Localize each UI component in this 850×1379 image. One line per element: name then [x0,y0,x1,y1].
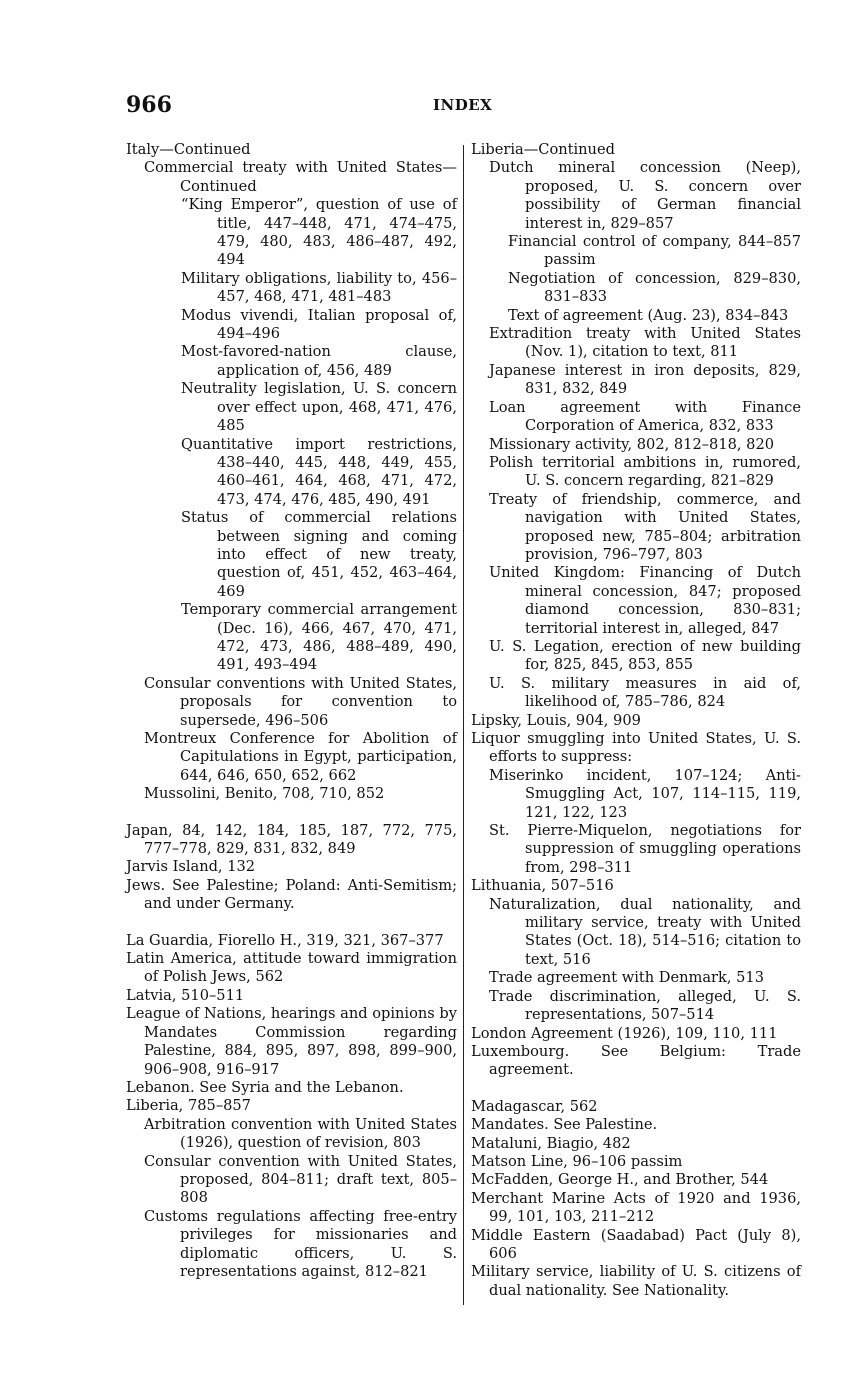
index-subentry: Japanese interest in iron deposits, 829, 831, 832, 849 [489,361,801,398]
index-entry: Merchant Marine Acts of 1920 and 1936, 99, 101, 103, 211–212 [471,1189,801,1226]
index-column-right [471,141,801,1300]
index-entry: McFadden, George H., and Brother, 544 [471,1171,769,1189]
section-gap [471,1080,801,1098]
section-gap [126,914,457,932]
index-subentry: Quantitative import restrictions, 438–440, 445, 448, 449, 455, 460–461, 464, 468, 471, 472, 473, 474, 476, 485, 490, 491 [181,435,457,508]
index-subentry: Customs regulations affecting free-entry privileges for missionaries and diplomatic officers, U. S. representations against, 812–821 [144,1207,457,1280]
column-divider [463,145,464,1305]
index-subentry: Mussolini, Benito, 708, 710, 852 [144,785,385,803]
index-entry: Liquor smuggling into United States, U. S. efforts to suppress: [471,730,801,766]
index-subentry: Consular convention with United States, proposed, 804–811; draft text, 805–808 [144,1152,457,1207]
index-subentry: St. Pierre-Miquelon, negotiations for suppression of smuggling operations from, 298–311 [489,822,801,876]
index-subentry: Trade agreement with Denmark, 513 [489,969,764,987]
index-subentry: Text of agreement (Aug. 23), 834–843 [508,306,789,324]
index-entry: Middle Eastern (Saadabad) Pact (July 8), 606 [471,1226,801,1262]
index-subentry: Treaty of friendship, commerce, and navigation with United States, proposed new, 785–804; arbitration provision, 796–797, 803 [489,490,801,563]
print-smudge [409,753,449,760]
index-entry: Latin America, attitude toward immigration of Polish Jews, 562 [126,950,457,986]
index-subentry: Most-favored-nation clause, application of, 456, 489 [181,343,457,379]
index-column-left [126,141,457,1281]
index-entry: Jarvis Island, 132 [126,858,256,876]
index-entry: La Guardia, Fiorello H., 319, 321, 367–377 [126,931,444,949]
index-subentry: Arbitration convention with United States (1926), question of revision, 803 [144,1115,457,1152]
index-subentry: Dutch mineral concession (Neep), proposed, U. S. concern over possibility of German financial interest in, 829–857 [489,159,801,232]
index-subentry: Negotiation of concession, 829–830, 831–833 [508,269,801,306]
index-subentry: Commercial treaty with United States—Continued [144,159,457,195]
index-subentry: Status of commercial relations between signing and coming into effect of new treaty, question of, 451, 452, 463–464, 469 [181,509,457,600]
index-subentry: Modus vivendi, Italian proposal of, 494–496 [181,306,457,343]
index-subentry: Neutrality legislation, U. S. concern over effect upon, 468, 471, 476, 485 [181,380,457,435]
index-entry: Lebanon. See Syria and the Lebanon. [126,1078,404,1096]
index-entry: Latvia, 510–511 [126,986,245,1004]
index-subentry: U. S. Legation, erection of new building for, 825, 845, 853, 855 [489,637,801,674]
index-entry: Italy—Continued [126,141,251,158]
index-subentry: Temporary commercial arrangement (Dec. 16), 466, 467, 470, 471, 472, 473, 486, 488–489, 490, 491, 493–494 [181,601,457,674]
section-gap [126,804,457,822]
index-subentry: Montreux Conference for Abolition of Capitulations in Egypt, participation, 644, 646, 650, 652, 662 [144,730,457,784]
index-entry: London Agreement (1926), 109, 110, 111 [471,1024,778,1042]
index-entry: Military service, liability of U. S. citizens of dual nationality. See Nationality. [471,1263,801,1299]
index-entry: Lithuania, 507–516 [471,877,614,895]
index-subentry: Consular conventions with United States, proposals for convention to supersede, 496–506 [144,674,457,729]
index-subentry: Naturalization, dual nationality, and military service, treaty with United States (Oct. 18), 514–516; citation to text, 516 [489,895,801,968]
running-head: INDEX [433,96,493,114]
index-subentry: “King Emperor”, question of use of title, 447–448, 471, 474–475, 479, 480, 483, 486–487, 492, 494 [181,196,457,269]
index-subentry: United Kingdom: Financing of Dutch mineral concession, 847; proposed diamond concession, 830–831; territorial interest in, alleged, 847 [489,564,801,637]
index-entry: Matson Line, 96–106 passim [471,1152,683,1170]
page-number: 966 [126,92,172,118]
index-subentry: Polish territorial ambitions in, rumored, U. S. concern regarding, 821–829 [489,453,801,490]
index-subentry: U. S. military measures in aid of, likelihood of, 785–786, 824 [489,674,801,711]
index-subentry: Loan agreement with Finance Corporation of America, 832, 833 [489,398,801,435]
index-entry: Mataluni, Biagio, 482 [471,1134,631,1152]
index-entry: Jews. See Palestine; Poland: Anti-Semitism; and under Germany. [126,876,457,913]
index-entry: Liberia, 785–857 [126,1097,251,1115]
index-entry: Madagascar, 562 [471,1097,598,1115]
index-subentry: Missionary activity, 802, 812–818, 820 [489,435,775,453]
index-subentry: Financial control of company, 844–857 passim [508,233,801,269]
index-entry: Liberia—Continued [471,141,615,158]
index-entry: Lipsky, Louis, 904, 909 [471,711,641,729]
index-entry: Mandates. See Palestine. [471,1116,658,1134]
index-entry: Luxembourg. See Belgium: Trade agreement. [471,1042,801,1079]
index-entry: League of Nations, hearings and opinions by Mandates Commission regarding Palestine, 884, 895, 897, 898, 899–900, 906–908, 916–917 [126,1005,457,1078]
index-subentry: Extradition treaty with United States (Nov. 1), citation to text, 811 [489,325,801,361]
index-subentry: Military obligations, liability to, 456–457, 468, 471, 481–483 [181,269,457,306]
index-entry: Japan, 84, 142, 184, 185, 187, 772, 775, 777–778, 829, 831, 832, 849 [126,821,457,858]
index-subentry: Trade discrimination, alleged, U. S. representations, 507–514 [489,987,801,1024]
index-subentry: Miserinko incident, 107–124; Anti-Smuggling Act, 107, 114–115, 119, 121, 122, 123 [489,766,801,821]
